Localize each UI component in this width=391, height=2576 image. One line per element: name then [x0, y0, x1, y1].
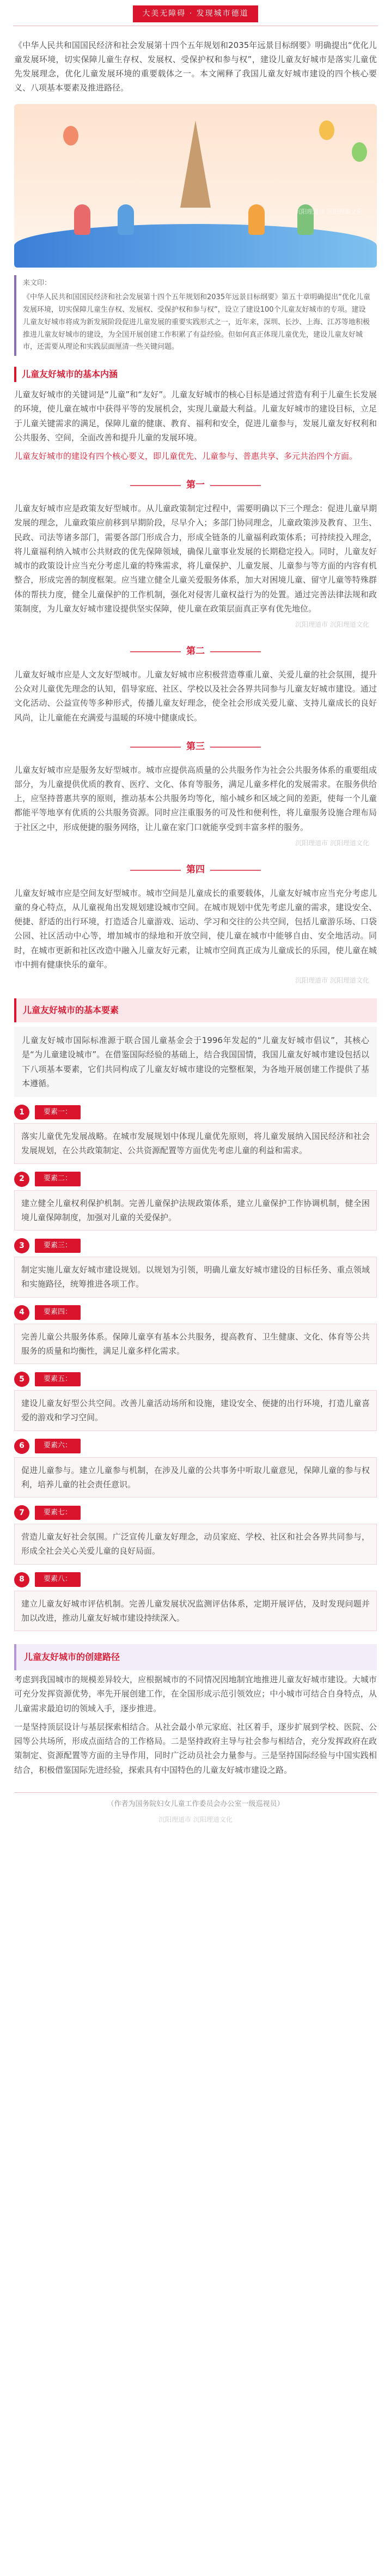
requirements-list [0, 1105, 391, 1631]
source-label: 来文印： [23, 278, 52, 287]
section-heading-core: 儿童友好城市的基本内涵 [14, 367, 377, 382]
part-title-2 [130, 644, 261, 660]
requirement-number: 6 [14, 1439, 29, 1454]
requirement-number: 4 [14, 1305, 29, 1320]
requirement-body: 完善儿童公共服务体系。保障儿童享有基本公共服务，提高教育、卫生健康、文化、体育等公共服务的质量和均衡性，满足儿童多样化需求。 [14, 1324, 377, 1365]
child-figure [248, 204, 265, 235]
watermark: 沉阳理道市 沉阳理道文化 [295, 839, 369, 847]
requirement-body: 营造儿童友好社会氛围。广泛宣传儿童友好理念，动员家庭、学校、社区和社会各界共同参与，形成全社会关心关爱儿童的良好局面。 [14, 1524, 377, 1565]
child-figure [118, 204, 134, 235]
column-banner: 大美无障碍 · 发现城市德道 [133, 5, 258, 22]
path-paragraph-2: 一是坚持顶层设计与基层探索相结合。从社会最小单元家庭、社区着手，逐步扩展到学校、医院、公园等公共场所，形成点面结合的工作格局。二是坚持政府主导与社会参与相结合，充分发挥政府在政策制定、资源配置等方面的主导作用，同时广泛动员社会力量参与。三是坚持国际经验与中国实践相结合，积极借鉴国际先进经验，探索具有中国特色的儿童友好城市建设之路。 [14, 1722, 377, 1775]
requirement-number: 5 [14, 1372, 29, 1387]
footer-watermark: 沉阳理道市 沉阳理道文化 [158, 1815, 233, 1823]
requirement-tag: 要素三： [35, 1239, 81, 1253]
title-line [130, 651, 181, 652]
requirement-number: 3 [14, 1238, 29, 1253]
requirement-tag: 要素六： [35, 1439, 81, 1453]
requirement-item [14, 1572, 377, 1632]
requirement-item [14, 1105, 377, 1164]
requirement-body: 建设儿童友好型公共空间。改善儿童活动场所和设施，建设安全、便捷的出行环境，打造儿童喜爱的游戏和学习空间。 [14, 1390, 377, 1431]
part-title-4 [130, 862, 261, 878]
requirement-item [14, 1505, 377, 1565]
title-line [210, 651, 261, 652]
balloon-icon [352, 142, 367, 162]
requirement-tag: 要素五： [35, 1372, 81, 1387]
requirement-head [14, 1238, 377, 1253]
path-heading-block [14, 1644, 377, 1670]
requirement-tag: 要素七： [35, 1506, 81, 1520]
requirement-number: 8 [14, 1572, 29, 1587]
hero-illustration [14, 104, 377, 268]
part-3-body: 儿童友好城市应是服务友好型城市。城市应提供高质量的公共服务作为社会公共服务体系的重要组成部分，为儿童提供优质的教育、医疗、文化、体育等服务，满足儿童多样化的发展需求。在服务供给上，应坚持普惠共享的原则，推动基本公共服务均等化，缩小城乡和区域之间的差距，使每一个儿童都能平等地享有优质的公共服务资源。同时应注重服务的可及性和便利性，将儿童服务设施合理布局于社区之中，形成便捷的服务网络，让儿童在家门口就能享受到丰富多样的服务。 [14, 765, 377, 832]
child-figure [74, 204, 90, 235]
core-paragraph-1: 儿童友好城市的关键词是“儿童”和“友好”。儿童友好城市的核心目标是通过营造有利于儿童生长发展的环境，使儿童在城市中获得平等的发展机会，实现儿童最大利益。儿童友好城市的建设目标，立足于儿童关键需求的满足，保障儿童的健康、教育、福利和安全，促进儿童参与，发展儿童友好权利和公共服务、空间，全面改善和提升儿童的发展环境。 [14, 390, 377, 443]
part-label: 第二 [186, 646, 205, 657]
requirement-item [14, 1372, 377, 1431]
requirement-tag: 要素一： [35, 1105, 81, 1120]
requirement-head [14, 1172, 377, 1187]
section-heading-path: 儿童友好城市的创建路径 [24, 1652, 120, 1662]
author-note: （作者为国务院妇女儿童工作委员会办公室一级巡视员） [14, 1792, 377, 1811]
title-line [210, 747, 261, 748]
hero-wave [14, 224, 377, 268]
part-2-body: 儿童友好城市应是人文友好型城市。儿童友好城市应积极营造尊重儿童、关爱儿童的社会氛围，提升公众对儿童优先理念的认知，倡导家庭、社区、学校以及社会各界共同参与儿童友好城市建设。通过文化活动、公益宣传等多种形式，传播儿童友好理念，使全社会形成关爱儿童、支持儿童成长的良好风尚，让儿童能在充满爱与温暖的环境中健康成长。 [14, 669, 377, 723]
part-label: 第三 [186, 741, 205, 752]
elements-intro: 儿童友好城市国际标准源于联合国儿童基金会于1996年发起的“儿童友好城市倡议”，其核心是“为儿童建设城市”。在借鉴国际经验的基础上，结合我国国情，我国儿童友好城市建设包括以下八项基本要素，它们共同构成了儿童友好城市建设的完整框架，为各地开展创建工作提供了基本遵循。 [14, 1027, 377, 1097]
requirement-body: 建立健全儿童权利保护机制。完善儿童保护法规政策体系，建立儿童保护工作协调机制，健全困境儿童保障制度，加强对儿童的关爱保护。 [14, 1190, 377, 1231]
requirement-head [14, 1372, 377, 1387]
requirement-tag: 要素二： [35, 1172, 81, 1186]
core-paragraph-2: 儿童友好城市的建设有四个核心要义，即儿童优先、儿童参与、普惠共享、多元共治四个方面。 [14, 451, 358, 461]
requirement-number: 2 [14, 1172, 29, 1187]
requirement-body: 落实儿童优先发展战略。在城市发展规划中体现儿童优先原则，将儿童发展纳入国民经济和社会发展规划，在公共政策制定、公共资源配置等方面优先考虑儿童的利益和需求。 [14, 1123, 377, 1164]
requirement-head [14, 1105, 377, 1120]
requirement-item [14, 1439, 377, 1498]
part-label: 第四 [186, 864, 205, 875]
requirement-body: 制定实施儿童友好城市建设规划。以规划为引领，明确儿童友好城市建设的目标任务、重点领域和实施路径，统筹推进各项工作。 [14, 1257, 377, 1298]
title-line [130, 485, 181, 486]
requirement-head [14, 1439, 377, 1454]
watermark: 沉阳理道市 沉阳理道文化 [295, 977, 369, 984]
part-1-body: 儿童友好城市应是政策友好型城市。从儿童政策制定过程中，需要明确以下三个理念：促进儿童早期发展的理念，儿童政策应前移到早期阶段，尽早介入；多部门协同理念，儿童政策涉及教育、卫生、民政、司法等诸多部门，需要各部门形成合力，形成全链条的儿童福利政策体系；可持续投入理念，将儿童福利纳入城市公共财政的优先保障领域，确保儿童事业发展的长期稳定投入。同时，儿童友好城市的政策设计应当充分考虑儿童的特殊需求，将儿童保护、儿童发展、儿童参与等方面的内容有机整合，形成完善的制度框架。应当建立健全儿童关爱服务体系，加大对困境儿童、留守儿童等特殊群体的帮扶力度，健全儿童保护的工作机制，强化对侵害儿童权益行为的处置。通过完善法律法规和政策制度，为儿童友好城市建设提供坚实保障，使儿童在政策层面真正享有优先地位。 [14, 504, 377, 614]
title-line [130, 870, 181, 871]
watermark: 沉阳理道市 沉阳理道文化 [295, 621, 369, 628]
source-box [14, 275, 377, 356]
tower-shape [180, 120, 211, 208]
balloon-icon [319, 120, 334, 140]
requirement-tag: 要素八： [35, 1572, 81, 1587]
requirement-item [14, 1172, 377, 1231]
requirement-item [14, 1305, 377, 1365]
part-title-1 [130, 477, 261, 494]
requirement-head [14, 1505, 377, 1520]
requirement-item [14, 1238, 377, 1298]
requirement-number: 7 [14, 1505, 29, 1520]
requirement-body: 促进儿童参与。建立儿童参与机制，在涉及儿童的公共事务中听取儿童意见，保障儿童的参与权利，培养儿童的社会责任意识。 [14, 1457, 377, 1498]
requirement-tag: 要素四： [35, 1305, 81, 1320]
requirement-head [14, 1572, 377, 1587]
title-line [210, 870, 261, 871]
title-line [210, 485, 261, 486]
requirement-body: 建立儿童友好城市评估机制。完善儿童发展状况监测评估体系，定期开展评估，及时发现问题并加以改进，推动儿童友好城市建设持续深入。 [14, 1591, 377, 1632]
requirement-head [14, 1305, 377, 1320]
part-label: 第一 [186, 480, 205, 491]
requirement-number: 1 [14, 1105, 29, 1120]
part-4-body: 儿童友好城市应是空间友好型城市。城市空间是儿童成长的重要载体，儿童友好城市应当充分考虑儿童的身心特点，从儿童视角出发规划建设城市空间。在城市规划中优先考虑儿童的需求，建设安全、便捷、舒适的出行环境，打造适合儿童游戏、运动、学习和交往的公共空间，包括儿童游乐场、口袋公园、社区活动中心等，增加城市的绿地和开放空间，使儿童在城市中能够自由、安全地活动。同时，在城市更新和社区改造中融入儿童友好元素，让城市空间真正成为儿童成长的乐园，使儿童在城市中拥有健康快乐的童年。 [14, 888, 377, 969]
intro-paragraph: 《中华人民共和国国民经济和社会发展第十四个五年规划和2035年远景目标纲要》明确提出“优化儿童发展环境，切实保障儿童生存权、发展权、受保护权和参与权”，建设儿童友好城市是落实儿童优先发展理念，优化儿童发展环境的重要载体之一。本文阐释了我国儿童友好城市建设的四个核心要义、八项基本要素及推进路径。 [14, 40, 377, 93]
source-text: 《中华人民共和国国民经济和社会发展第十四个五年规划和2035年远景目标纲要》第五十章明确提出“优化儿童发展环境，切实保障儿童生存权、发展权、受保护权和参与权”，设立了建设100个儿童友好城市的专项。建设儿童友好城市将成为新发展阶段促进儿童发展的重要实践形式之一，近年来，深圳、长沙、上海、江苏等地积极推进儿童友好城市的建设，为全国开展创建工作积累了有益经验。但如何真正体现儿童优先，建设儿童友好城市，还需要从理论和实践层面厘清一些关键问题。 [23, 293, 370, 351]
title-line [130, 747, 181, 748]
path-paragraph-1: 考虑到我国城市的规模差异较大，应根据城市的不同情况因地制宜地推进儿童友好城市建设。大城市可充分发挥资源优势，率先开展创建工作，在全国形成示范引领效应；中小城市可结合自身特点，从儿童需求最迫切的领域入手，逐步推进。 [14, 1675, 377, 1713]
section-heading-elements: 儿童友好城市的基本要素 [14, 998, 377, 1022]
hero-watermark: 沉阳理道市 沉阳理道文化 [295, 208, 363, 216]
balloon-icon [63, 126, 78, 146]
part-title-3 [130, 739, 261, 755]
